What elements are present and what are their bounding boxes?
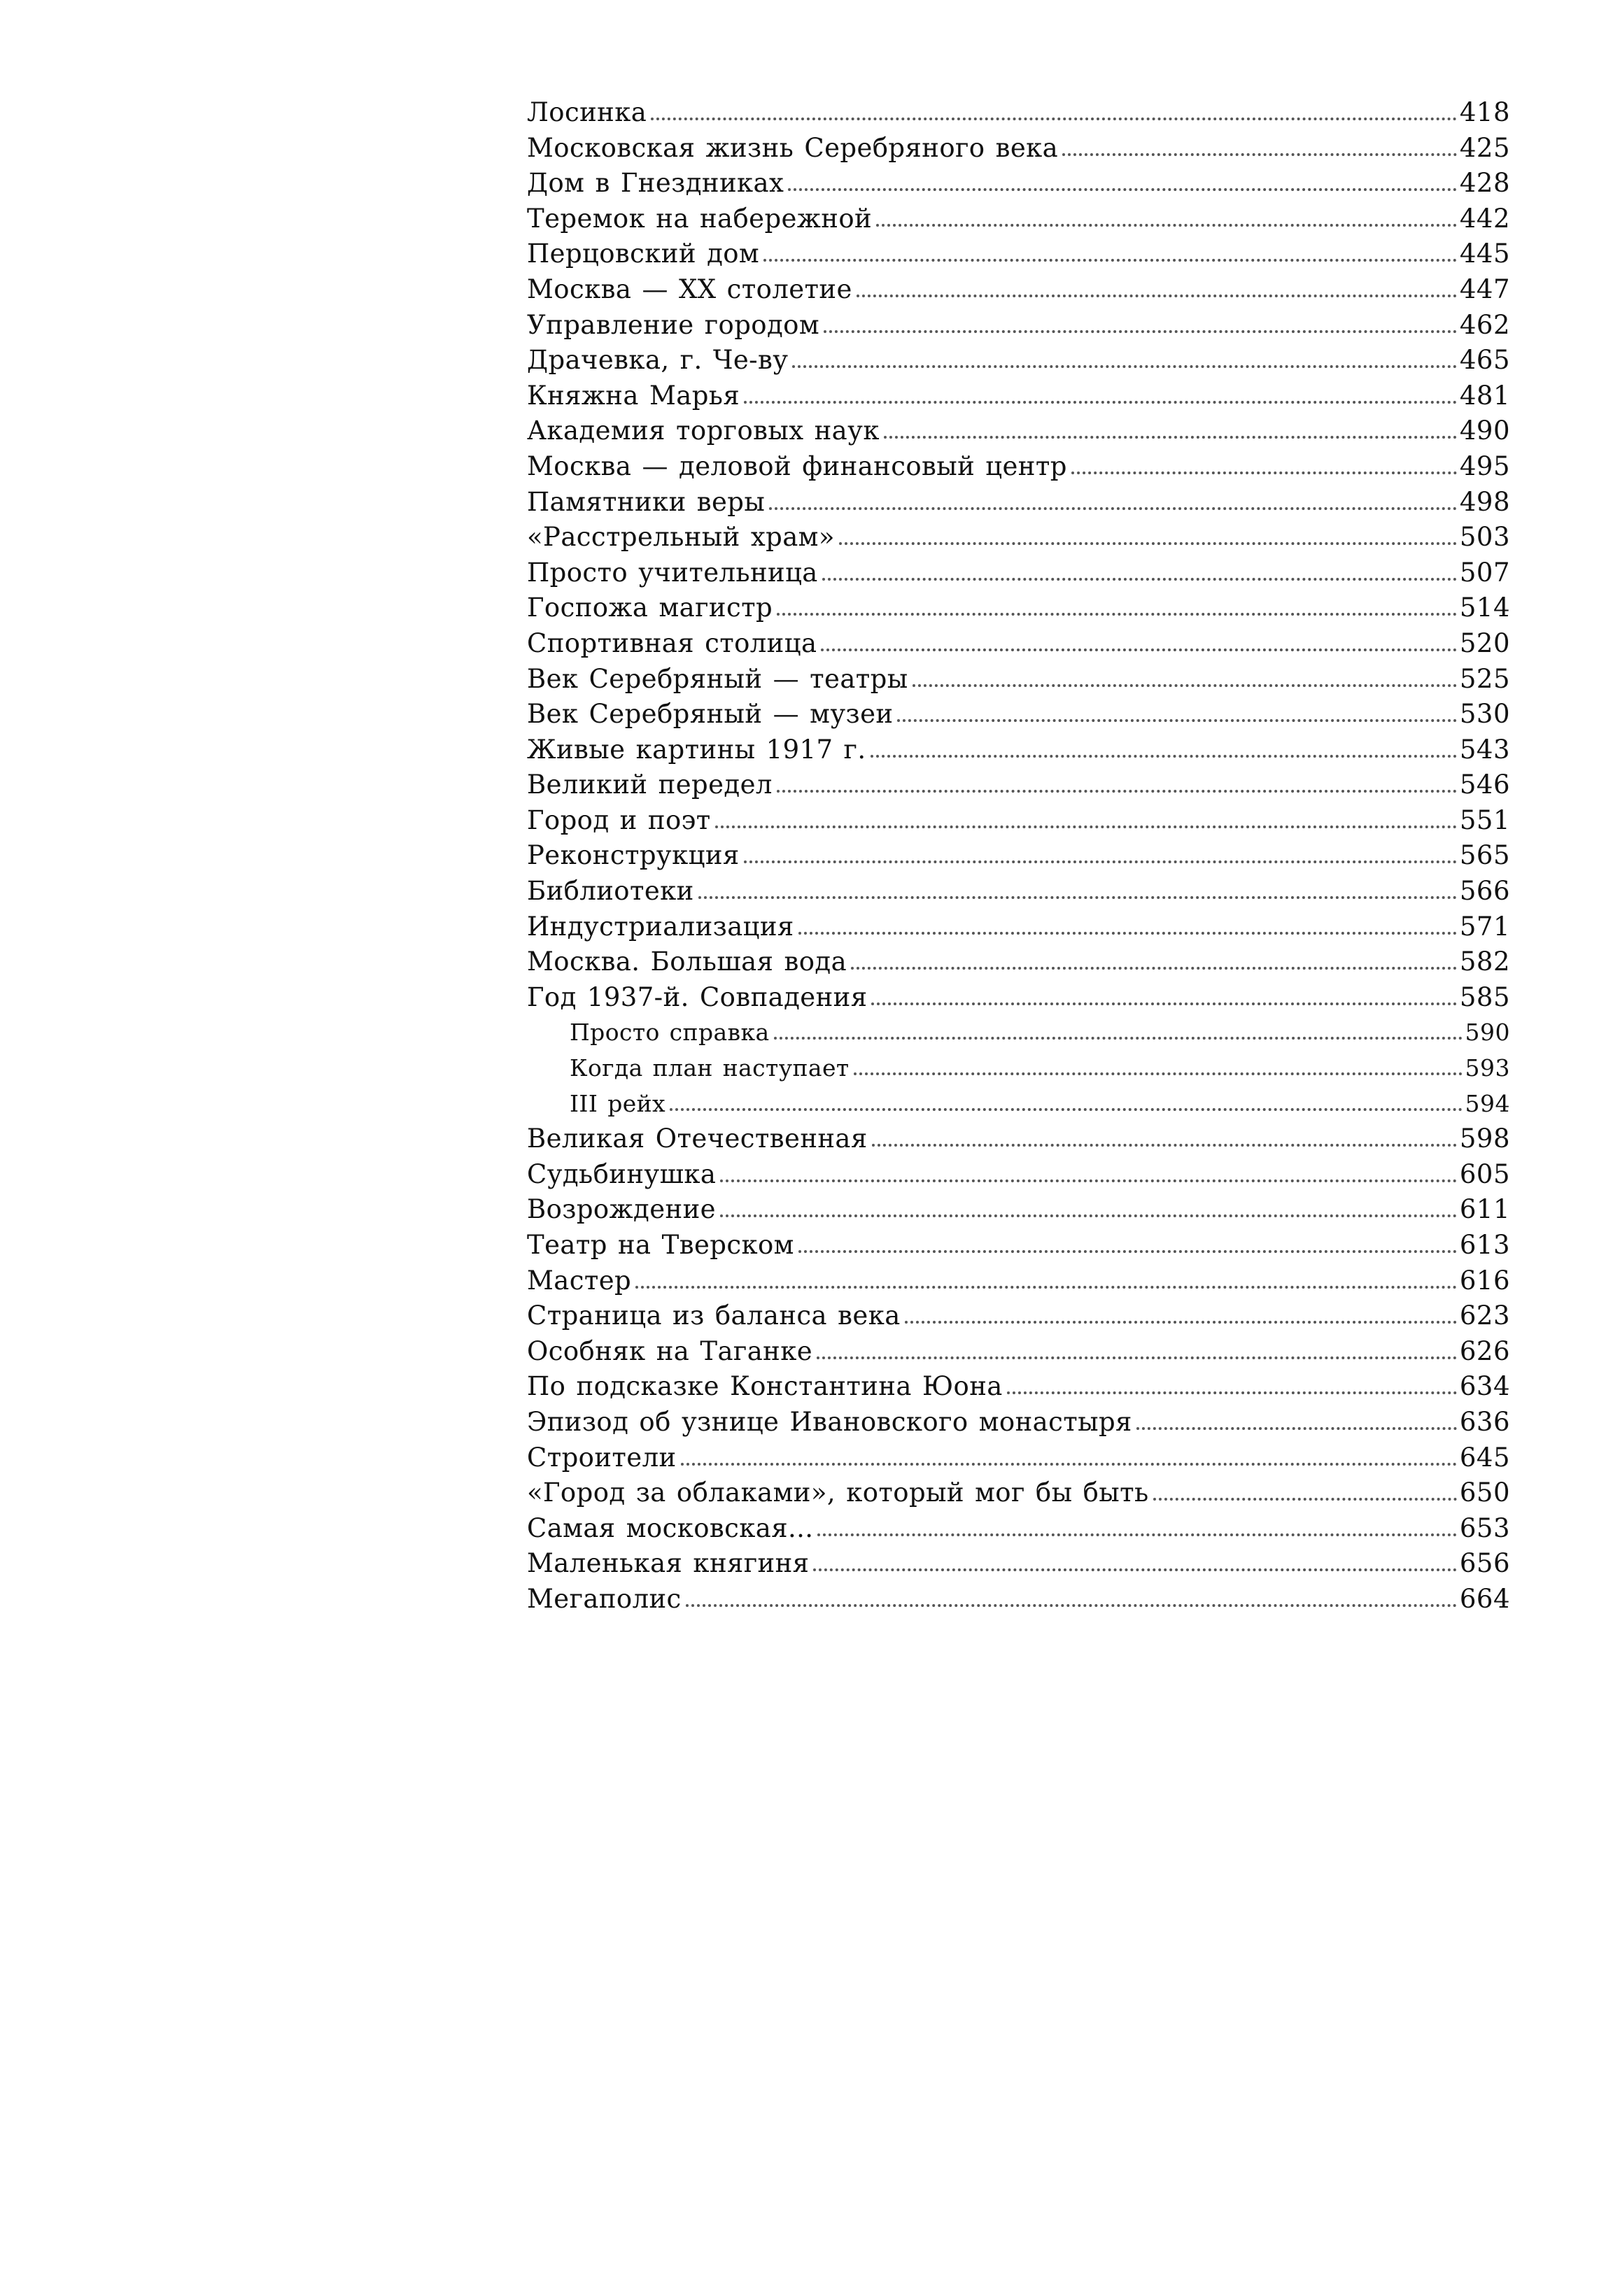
toc-entry <box>527 662 1510 697</box>
toc-entry-title: «Город за облаками», который мог бы быть <box>527 1477 1149 1508</box>
table-of-contents <box>527 95 1510 1617</box>
toc-entry <box>527 1582 1510 1617</box>
toc-entry-title: Город и поэт <box>527 805 711 835</box>
dot-leader <box>777 790 1457 793</box>
toc-entry-page: 585 <box>1459 982 1510 1012</box>
toc-entry-title: Драчевка, г. Че-ву <box>527 345 789 376</box>
dot-leader <box>1153 1498 1457 1501</box>
toc-subentry <box>527 1051 1510 1086</box>
toc-entry-title: Просто справка <box>570 1019 770 1047</box>
dot-leader <box>744 401 1457 404</box>
toc-entry-title: Эпизод об узнице Ивановского монастыря <box>527 1406 1132 1437</box>
dot-leader <box>681 1463 1457 1466</box>
dot-leader <box>854 1072 1463 1075</box>
dot-leader <box>872 1144 1457 1147</box>
toc-entry-title: Мегаполис <box>527 1583 682 1614</box>
dot-leader <box>686 1604 1457 1607</box>
toc-entry <box>527 1369 1510 1405</box>
toc-entry-title: Театр на Тверском <box>527 1230 794 1260</box>
toc-entry <box>527 944 1510 980</box>
dot-leader <box>1062 153 1457 156</box>
toc-entry-title: Спортивная столица <box>527 628 817 658</box>
toc-entry <box>527 308 1510 343</box>
toc-entry-title: Памятники веры <box>527 486 766 517</box>
toc-entry-page: 664 <box>1459 1583 1510 1614</box>
dot-leader <box>822 578 1457 581</box>
toc-entry-title: Судьбинушка <box>527 1158 717 1189</box>
toc-entry <box>527 1405 1510 1440</box>
toc-entry-title: Москва — XX столетие <box>527 274 852 304</box>
toc-entry-title: Строители <box>527 1442 677 1473</box>
toc-entry-page: 520 <box>1459 628 1510 658</box>
toc-entry-page: 582 <box>1459 947 1510 977</box>
toc-entry <box>527 1157 1510 1193</box>
toc-entry-title: Академия торговых наук <box>527 416 880 446</box>
toc-entry-page: 481 <box>1459 380 1510 411</box>
toc-entry <box>527 1263 1510 1299</box>
dot-leader <box>884 436 1457 439</box>
toc-entry-page: 613 <box>1459 1230 1510 1260</box>
dot-leader <box>897 719 1456 722</box>
toc-entry-page: 543 <box>1459 734 1510 765</box>
toc-entry <box>527 555 1510 591</box>
toc-entry-page: 590 <box>1465 1019 1510 1047</box>
dot-leader <box>857 295 1457 297</box>
toc-entry-page: 623 <box>1459 1301 1510 1331</box>
toc-entry <box>527 413 1510 449</box>
dot-leader <box>817 1533 1456 1536</box>
toc-entry <box>527 1511 1510 1547</box>
dot-leader <box>851 967 1457 970</box>
dot-leader <box>876 224 1457 227</box>
toc-entry-page: 530 <box>1459 699 1510 730</box>
toc-entry <box>527 272 1510 308</box>
toc-entry-title: Московская жизнь Серебряного века <box>527 132 1059 163</box>
toc-entry <box>527 485 1510 520</box>
toc-entry-page: 465 <box>1459 345 1510 376</box>
dot-leader <box>871 1002 1456 1005</box>
toc-entry <box>527 201 1510 237</box>
dot-leader <box>788 188 1457 191</box>
toc-entry-page: 507 <box>1459 557 1510 588</box>
toc-entry <box>527 980 1510 1016</box>
dot-leader <box>913 684 1457 687</box>
toc-entry <box>527 1121 1510 1157</box>
toc-entry-page: 645 <box>1459 1442 1510 1473</box>
toc-entry-page: 566 <box>1459 876 1510 907</box>
toc-entry-title: Княжна Марья <box>527 380 740 411</box>
toc-entry-page: 636 <box>1459 1406 1510 1437</box>
toc-entry-title: Век Серебряный — театры <box>527 663 908 694</box>
toc-entry <box>527 697 1510 732</box>
toc-entry-title: Мастер <box>527 1265 632 1296</box>
toc-entry-page: 546 <box>1459 770 1510 800</box>
toc-entry <box>527 874 1510 909</box>
toc-entry-title: Просто учительница <box>527 557 818 588</box>
toc-entry-title: Индустриализация <box>527 911 794 942</box>
toc-entry-title: Маленькая княгиня <box>527 1548 810 1579</box>
dot-leader <box>798 1250 1457 1253</box>
toc-entry-title: Москва — деловой финансовый центр <box>527 451 1067 481</box>
toc-entry-page: 626 <box>1459 1335 1510 1366</box>
toc-entry-page: 634 <box>1459 1371 1510 1402</box>
toc-entry-title: Возрождение <box>527 1194 716 1225</box>
toc-entry-page: 495 <box>1459 451 1510 481</box>
toc-entry-page: 514 <box>1459 593 1510 623</box>
toc-entry-page: 616 <box>1459 1265 1510 1296</box>
toc-entry-title: Библиотеки <box>527 876 694 907</box>
toc-entry-page: 551 <box>1459 805 1510 835</box>
toc-entry-title: Самая московская... <box>527 1512 814 1543</box>
toc-entry-title: Госпожа магистр <box>527 593 773 623</box>
toc-entry-page: 653 <box>1459 1512 1510 1543</box>
dot-leader <box>817 1356 1457 1359</box>
dot-leader <box>1071 472 1457 474</box>
toc-entry-title: Управление городом <box>527 309 820 340</box>
toc-entry <box>527 1475 1510 1511</box>
dot-leader <box>763 259 1457 262</box>
toc-entry <box>527 166 1510 201</box>
toc-entry-title: Перцовский дом <box>527 239 760 269</box>
toc-entry-title: Живые картины 1917 г. <box>527 734 866 765</box>
toc-entry <box>527 1546 1510 1582</box>
toc-entry <box>527 343 1510 378</box>
toc-entry <box>527 590 1510 626</box>
dot-leader <box>905 1321 1457 1324</box>
dot-leader <box>698 896 1457 899</box>
toc-entry-title: Великий передел <box>527 770 773 800</box>
toc-entry-page: 598 <box>1459 1124 1510 1154</box>
toc-entry-page: 571 <box>1459 911 1510 942</box>
dot-leader <box>813 1568 1456 1571</box>
toc-entry-title: Век Серебряный — музеи <box>527 699 894 730</box>
dot-leader <box>824 330 1457 333</box>
toc-entry-page: 425 <box>1459 132 1510 163</box>
dot-leader <box>651 118 1457 120</box>
toc-entry <box>527 803 1510 839</box>
toc-subentry <box>527 1015 1510 1051</box>
dot-leader <box>792 365 1456 368</box>
toc-entry-page: 428 <box>1459 168 1510 199</box>
toc-entry-title: Москва. Большая вода <box>527 947 847 977</box>
toc-entry-page: 611 <box>1459 1194 1510 1225</box>
toc-entry <box>527 838 1510 874</box>
dot-leader <box>670 1108 1462 1111</box>
dot-leader <box>798 932 1457 935</box>
dot-leader <box>635 1286 1457 1289</box>
toc-entry-title: Лосинка <box>527 97 647 127</box>
toc-entry <box>527 626 1510 662</box>
dot-leader <box>744 860 1457 863</box>
toc-entry-title: По подсказке Константина Юона <box>527 1371 1003 1402</box>
toc-entry-page: 565 <box>1459 840 1510 871</box>
toc-entry-page: 593 <box>1465 1054 1510 1082</box>
toc-entry <box>527 909 1510 945</box>
dot-leader <box>715 825 1457 828</box>
toc-entry-page: 445 <box>1459 239 1510 269</box>
toc-entry-page: 498 <box>1459 486 1510 517</box>
toc-entry-page: 656 <box>1459 1548 1510 1579</box>
toc-entry-page: 594 <box>1465 1089 1510 1117</box>
dot-leader <box>839 542 1457 545</box>
dot-leader <box>777 613 1457 616</box>
toc-entry <box>527 520 1510 555</box>
dot-leader <box>769 507 1457 510</box>
toc-entry-page: 605 <box>1459 1158 1510 1189</box>
toc-entry-page: 442 <box>1459 203 1510 234</box>
toc-entry-page: 462 <box>1459 309 1510 340</box>
dot-leader <box>720 1214 1457 1217</box>
toc-entry-title: Теремок на набережной <box>527 203 873 234</box>
dot-leader <box>871 755 1457 758</box>
toc-entry <box>527 1440 1510 1476</box>
toc-entry-page: 418 <box>1459 97 1510 127</box>
toc-entry-page: 447 <box>1459 274 1510 304</box>
toc-entry <box>527 1192 1510 1228</box>
toc-entry-title: Год 1937-й. Совпадения <box>527 982 868 1012</box>
toc-entry-title: Когда план наступает <box>570 1054 850 1082</box>
toc-entry-title: III рейх <box>570 1089 666 1117</box>
toc-entry-page: 503 <box>1459 522 1510 553</box>
toc-entry-title: Страница из баланса века <box>527 1301 901 1331</box>
toc-entry-page: 525 <box>1459 663 1510 694</box>
toc-entry-title: Особняк на Таганке <box>527 1335 813 1366</box>
toc-entry-title: Великая Отечественная <box>527 1124 868 1154</box>
toc-entry <box>527 378 1510 414</box>
toc-entry-title: «Расстрельный храм» <box>527 522 835 553</box>
dot-leader <box>1136 1427 1457 1430</box>
toc-entry <box>527 1228 1510 1263</box>
dot-leader <box>720 1179 1457 1182</box>
toc-entry <box>527 732 1510 768</box>
dot-leader <box>821 649 1456 651</box>
toc-entry <box>527 1298 1510 1334</box>
toc-entry <box>527 449 1510 485</box>
toc-entry-title: Реконструкция <box>527 840 740 871</box>
dot-leader <box>1007 1391 1457 1394</box>
toc-entry-page: 490 <box>1459 416 1510 446</box>
toc-entry-title: Дом в Гнездниках <box>527 168 784 199</box>
toc-entry <box>527 95 1510 131</box>
dot-leader <box>774 1037 1463 1040</box>
toc-entry <box>527 1334 1510 1370</box>
toc-subentry <box>527 1086 1510 1122</box>
toc-entry <box>527 236 1510 272</box>
toc-entry <box>527 767 1510 803</box>
toc-entry-page: 650 <box>1459 1477 1510 1508</box>
toc-entry <box>527 131 1510 166</box>
